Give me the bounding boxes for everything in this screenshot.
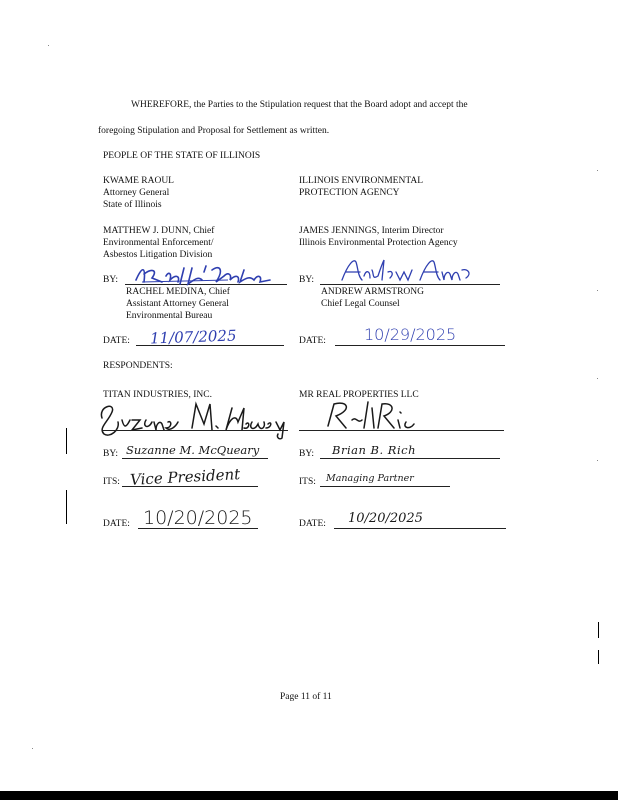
agency-date-value: 10/29/2025 [364,325,457,344]
agency-name-1: ILLINOIS ENVIRONMENTAL [299,176,424,186]
mr-real-signature-line [299,430,504,431]
director-agency: Illinois Environmental Protection Agency [299,238,458,248]
agency-date-line [335,345,505,346]
agency-by-label: BY: [299,275,314,285]
titan-its-value: Vice President [129,465,241,489]
attorney-general-title: Attorney General [103,188,170,198]
scan-speck [32,748,33,749]
state-signer-title-2: Environmental Bureau [126,311,213,321]
scan-speck [48,45,49,46]
scan-mark-left-2 [66,490,67,524]
scan-mark-left-1 [66,428,67,454]
chief-name: MATTHEW J. DUNN, Chief [103,226,215,236]
titan-signature-line [103,430,288,431]
agency-signer-title: Chief Legal Counsel [321,299,400,309]
respondents-heading: RESPONDENTS: [103,361,173,371]
people-heading: PEOPLE OF THE STATE OF ILLINOIS [103,151,261,161]
titan-date-label: DATE: [103,519,130,529]
agency-signer-name: ANDREW ARMSTRONG [321,287,425,297]
mr-real-by-line [320,458,500,459]
state-signer-title-1: Assistant Attorney General [126,299,229,309]
mr-real-date-label: DATE: [299,519,326,529]
titan-date-value: 10/20/2025 [143,507,253,529]
state-date-value: 11/07/2025 [149,326,237,348]
titan-by-value: Suzanne M. McQueary [126,443,260,457]
mr-real-signature [322,398,422,432]
page-number: Page 11 of 11 [280,692,332,702]
titan-by-label: BY: [103,449,118,459]
mr-real-its-value: Managing Partner [326,473,414,484]
attorney-general-name: KWAME RAOUL [103,176,174,186]
scan-mark-right-2 [598,650,599,664]
state-by-label: BY: [103,275,118,285]
intro-line-1: WHEREFORE, the Parties to the Stipulation request that the Board adopt and accept the [131,100,468,110]
titan-company: TITAN INDUSTRIES, INC. [103,390,213,400]
scan-bottom-edge [0,791,618,800]
scan-speck [597,290,598,291]
mr-real-date-line [334,528,506,529]
mr-real-company: MR REAL PROPERTIES LLC [299,390,419,400]
chief-division-2: Asbestos Litigation Division [103,250,213,260]
state-signature [132,262,282,288]
titan-signature [96,398,296,440]
chief-division-1: Environmental Enforcement/ [103,238,214,248]
intro-line-2: foregoing Stipulation and Proposal for Settlement as written. [98,126,330,136]
state-signer-name: RACHEL MEDINA, Chief [126,287,230,297]
scan-mark-right-1 [598,622,599,638]
scan-speck [597,378,598,379]
agency-name-2: PROTECTION AGENCY [299,188,400,198]
scan-speck [597,460,598,461]
state-date-label: DATE: [103,336,130,346]
mr-real-its-label: ITS: [299,477,316,487]
mr-real-by-value: Brian B. Rich [332,443,416,457]
agency-date-label: DATE: [299,336,326,346]
scan-speck [597,170,598,171]
titan-by-line [122,458,268,459]
agency-signature [338,254,478,286]
titan-its-label: ITS: [103,477,120,487]
state-label: State of Illinois [103,200,162,210]
mr-real-date-value: 10/20/2025 [348,511,423,526]
mr-real-by-label: BY: [299,449,314,459]
mr-real-its-line [320,486,450,487]
interim-director: JAMES JENNINGS, Interim Director [299,226,444,236]
